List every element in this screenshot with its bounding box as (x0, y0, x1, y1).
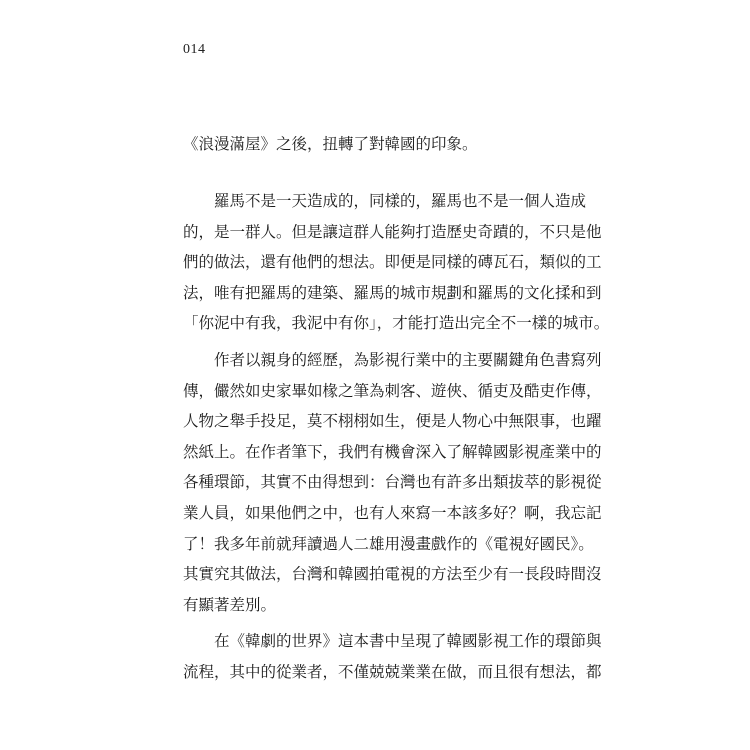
text-line: 各種環節，其實不由得想到：台灣也有許多出類拔萃的影視從 (183, 473, 602, 492)
paragraph (183, 345, 602, 620)
text-line: 法，唯有把羅馬的建築、羅馬的城市規劃和羅馬的文化揉和到 (183, 283, 602, 302)
text-line: 流程，其中的從業者，不僅兢兢業業在做，而且很有想法，都 (183, 662, 602, 681)
text-line: 們的做法，還有他們的想法。即便是同樣的磚瓦石，類似的工 (183, 253, 602, 272)
paragraph (183, 626, 602, 687)
text-line: 《浪漫滿屋》之後，扭轉了對韓國的印象。 (183, 135, 478, 153)
text-line: 其實究其做法，台灣和韓國拍電視的方法至少有一長段時間沒 (183, 565, 602, 584)
text-line: 有顯著差別。 (183, 595, 277, 614)
text-line: 作者以親身的經歷，為影視行業中的主要關鍵角色書寫列 (183, 351, 602, 369)
text-line: 人物之舉手投足，莫不栩栩如生，便是人物心中無限事，也躍 (183, 412, 602, 431)
text-line: 然紙上。在作者筆下，我們有機會深入了解韓國影視產業中的 (183, 442, 602, 461)
text-line: 傳，儼然如史家畢如椽之筆為刺客、遊俠、循吏及酷吏作傳， (183, 381, 602, 400)
paragraph (183, 129, 563, 160)
paragraph (183, 186, 610, 339)
text-line: 的，是一群人。但是讓這群人能夠打造歷史奇蹟的，不只是他 (183, 222, 602, 241)
text-line: 業人員，如果他們之中，也有人來寫一本該多好？啊，我忘記 (183, 503, 602, 522)
text-line: 在《韓劇的世界》這本書中呈現了韓國影視工作的環節與 (183, 632, 602, 650)
text-line: 了！我多年前就拜讀過人二雄用漫畫戲作的《電視好國民》。 (183, 534, 594, 553)
text-line: 「你泥中有我，我泥中有你」，才能打造出完全不一樣的城市。 (183, 314, 610, 333)
text-line: 羅馬不是一天造成的，同樣的，羅馬也不是一個人造成 (183, 192, 587, 210)
page-number: 014 (183, 42, 206, 57)
